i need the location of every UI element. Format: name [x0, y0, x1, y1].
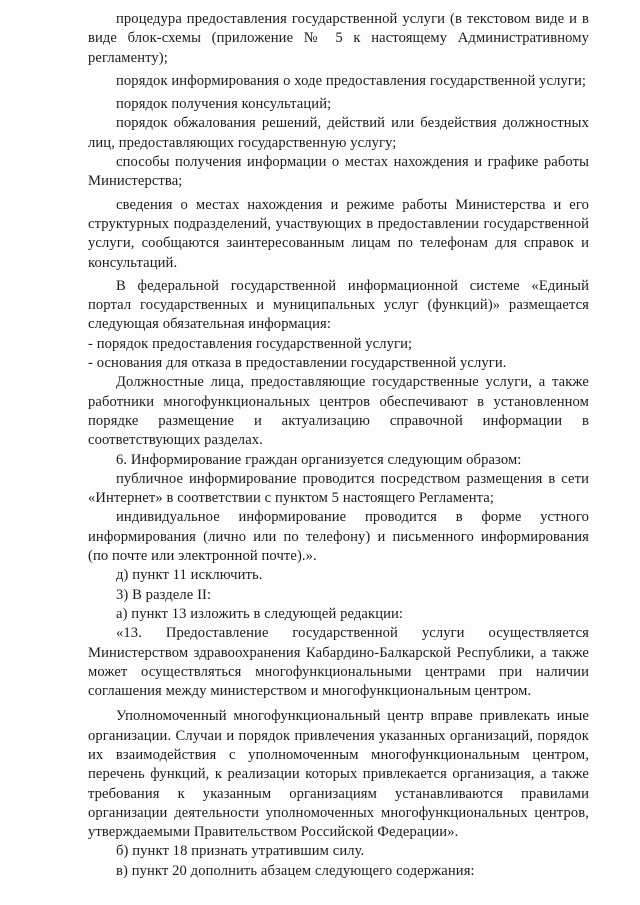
quoted-paragraph: Уполномоченный многофункциональный центр вправе привлекать иные организации. Случаи и порядок привлечения указанных организаций, порядок их взаимодействия с уполномоченным многофункциональным центром, перечень функций, к реализации которых привлекается организация, а также требования к указанным организациям устанавливаются правилами организации деятельности уполномоченных многофункциональных центров, утверждаемыми Правительством Российской Федерации». [88, 708, 589, 841]
paragraph: В федеральной государственной информационной системе «Единый портал государственных и муниципальных услуг (функций)» размещается следующая обязательная информация: [88, 277, 589, 333]
paragraph: порядок обжалования решений, действий или бездействия должностных лиц, предоставляющих государственную услугу; [88, 115, 589, 151]
list-item: - основания для отказа в предоставлении государственной услуги. [88, 355, 507, 372]
list-item: - порядок предоставления государственной услуги; [88, 335, 413, 352]
paragraph: индивидуальное информирование проводится в форме устного информирования (лично или по телефону) и письменного информирования (по почте или электронной почте).». [88, 509, 589, 565]
amendment-item: а) пункт 13 изложить в следующей редакции: [116, 605, 404, 622]
amendment-item: 3) В разделе II: [116, 586, 212, 603]
paragraph: публичное информирование проводится посредством размещения в сети «Интернет» в соответствии с пунктом 5 настоящего Регламента; [88, 470, 589, 507]
amendment-item: д) пункт 11 исключить. [116, 567, 263, 584]
quoted-paragraph: «13. Предоставление государственной услуги осуществляется Министерством здравоохранения Кабардино-Балкарской Республики, а также может осуществляться многофункциональными центрами при наличии соглашения между министерством и многофункциональным центром. [88, 625, 589, 700]
paragraph: Должностные лица, предоставляющие государственные услуги, а также работники многофункциональных центров обеспечивают в установленном порядке размещение и актуализацию справочной информации в соответствующих разделах. [88, 374, 589, 449]
amendment-item: в) пункт 20 дополнить абзацем следующего содержания: [116, 862, 475, 879]
amendment-item: б) пункт 18 признать утратившим силу. [116, 843, 365, 860]
section-heading: 6. Информирование граждан организуется следующим образом: [116, 451, 522, 468]
paragraph: порядок получения консультаций; [116, 96, 332, 113]
paragraph: способы получения информации о местах нахождения и графике работы Министерства; [88, 154, 589, 190]
paragraph: сведения о местах нахождения и режиме работы Министерства и его структурных подразделений, участвующих в предоставлении государственной услуги, сообщаются заинтересованным лицам по телефонам для справок и консультаций. [88, 196, 589, 271]
document-body [88, 10, 589, 881]
paragraph: порядок информирования о ходе предоставления государственной услуги; [116, 72, 587, 89]
paragraph: процедура предоставления государственной услуги (в текстовом виде и в виде блок-схемы (приложение № 5 к настоящему Административному регламенту); [88, 11, 589, 66]
